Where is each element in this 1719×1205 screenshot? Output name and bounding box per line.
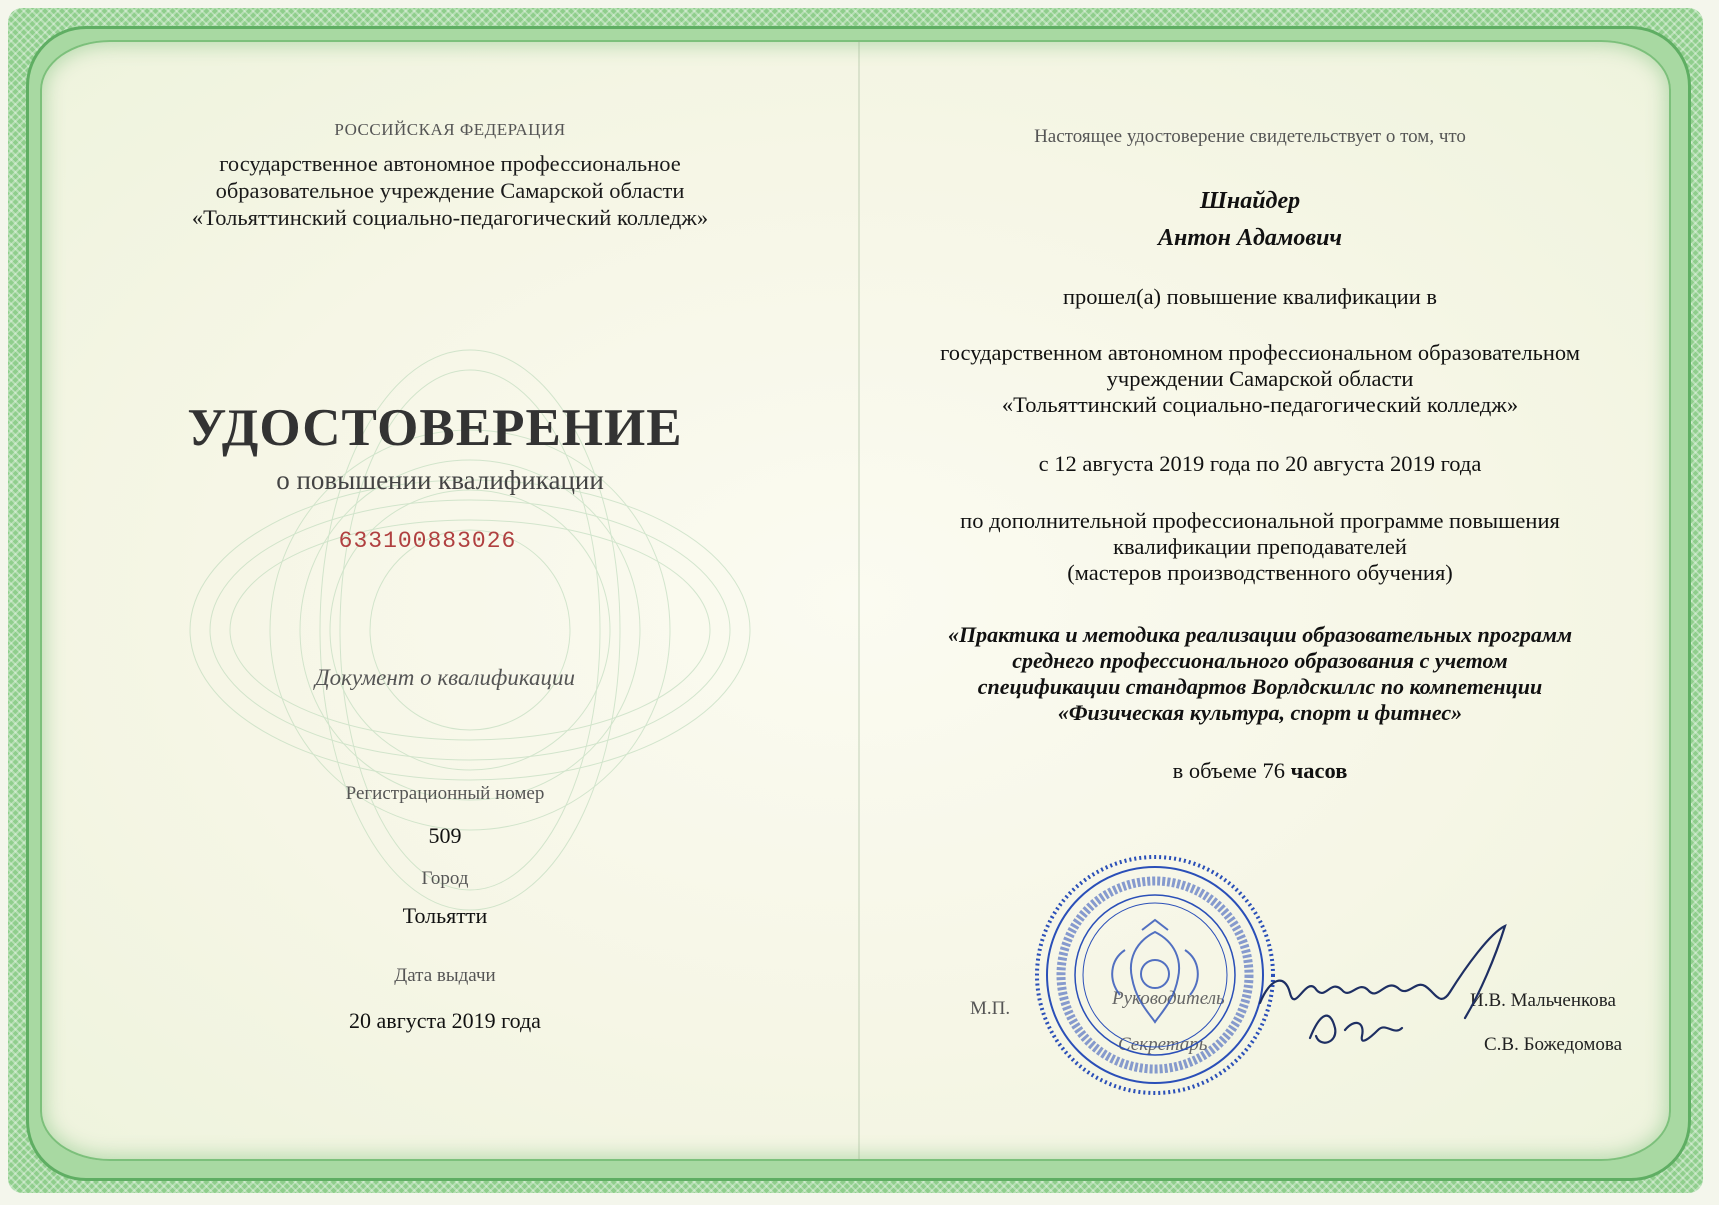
document-type: Документ о квалификации xyxy=(314,665,576,690)
handwritten-signatures xyxy=(1250,918,1550,1068)
center-fold xyxy=(858,40,860,1161)
institution-line-2: образовательное учреждение Самарской области xyxy=(215,178,685,203)
institution-line-1: государственное автономное профессиональное xyxy=(219,151,681,176)
training-period: с 12 августа 2019 года по 20 августа 2019 года xyxy=(1038,451,1482,476)
city-label: Город xyxy=(421,868,469,889)
program-intro-line-1: по дополнительной профессиональной программе повышения xyxy=(960,508,1560,533)
training-institution-line-2: учреждении Самарской области xyxy=(1106,366,1414,391)
secretary-name: С.В. Божедомова xyxy=(1484,1034,1623,1055)
issue-date-label: Дата выдачи xyxy=(394,965,496,986)
head-name: И.В. Мальченкова xyxy=(1470,990,1616,1011)
volume-hours: в объеме 76 xyxy=(1172,758,1291,783)
intro-text: Настоящее удостоверение свидетельствует о том, что xyxy=(1034,126,1466,147)
institution-line-3: «Тольяттинский социально-педагогический колледж» xyxy=(191,205,709,230)
issue-date: 20 августа 2019 года xyxy=(349,1008,541,1033)
city-name: Тольятти xyxy=(402,903,488,928)
passed-text: прошел(а) повышение квалификации в xyxy=(1063,284,1437,309)
volume-unit: часов xyxy=(1290,758,1348,783)
holder-given-names: Антон Адамович xyxy=(1157,225,1343,251)
training-institution-line-3: «Тольяттинский социально-педагогический колледж» xyxy=(1001,392,1519,417)
program-title-line-4: «Физическая культура, спорт и фитнес» xyxy=(1057,700,1463,725)
training-institution-line-1: государственном автономном профессиональном образовательном xyxy=(940,340,1580,365)
program-intro-line-2: квалификации преподавателей xyxy=(1113,534,1407,559)
reg-number-label: Регистрационный номер xyxy=(345,783,545,804)
certificate-subtitle: о повышении квалификации xyxy=(276,465,604,495)
seal-label: М.П. xyxy=(970,998,1011,1019)
program-title-line-1: «Практика и методика реализации образовательных программ xyxy=(947,622,1573,647)
holder-surname: Шнайдер xyxy=(1199,188,1301,214)
program-title-line-3: спецификации стандартов Ворлдскиллс по компетенции xyxy=(977,674,1543,699)
official-seal-stamp xyxy=(1030,850,1280,1100)
program-title-line-2: среднего профессионального образования с учетом xyxy=(1012,648,1508,673)
certificate-title: УДОСТОВЕРЕНИЕ xyxy=(187,399,683,457)
head-role: Руководитель xyxy=(1112,988,1225,1009)
reg-number: 509 xyxy=(428,823,462,848)
program-intro-line-3: (мастеров производственного обучения) xyxy=(1067,560,1453,585)
secretary-role: Секретарь xyxy=(1118,1034,1208,1055)
training-volume xyxy=(900,758,1620,784)
country-name: РОССИЙСКАЯ ФЕДЕРАЦИЯ xyxy=(334,120,566,139)
left-page xyxy=(120,0,780,1205)
serial-number: 633100883026 xyxy=(338,528,517,554)
